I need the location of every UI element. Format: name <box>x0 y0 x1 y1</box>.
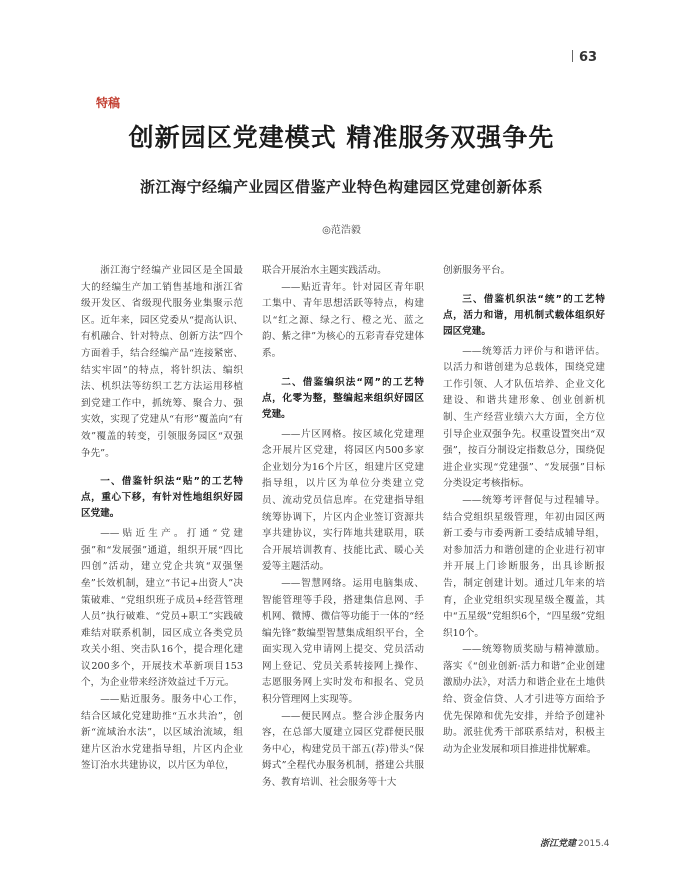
magazine-name: 浙江党建 <box>540 839 577 849</box>
text-column-2 <box>262 263 424 792</box>
paragraph: ——统筹活力评价与和谐评估。以活力和谐创建为总载体，围绕党建工作引领、人才队伍培养、企业文化建设、和谐共建形象、创业创新机制、生产经营业绩六大方面，全方位引导企业双强争先。权重设置突出“双强”，按百分制设定指数总分，围绕促进企业实现“党建强”、“发展强”目标分类设定考核指标。 <box>443 345 605 490</box>
article-title: 创新园区党建模式 精准服务双强争先 <box>128 123 555 152</box>
page-footer <box>540 836 610 849</box>
paragraph: ——贴近青年。针对园区青年职工集中、青年思想活跃等特点，构建以“红之源、绿之行、橙之光、蓝之韵、紫之律”为核心的五彩青春党建体系。 <box>262 281 424 359</box>
text-column-3 <box>443 263 605 758</box>
page-number-divider <box>572 50 573 62</box>
paragraph: ——贴近服务。服务中心工作，结合区域化党建助推“五水共治”，创新“流域治水法”，以区域治流域，组建片区治水党建指导组，片区内企业签订治水共建协议，以片区为单位， <box>81 694 243 772</box>
paragraph: 浙江海宁经编产业园区是全国最大的经编生产加工销售基地和浙江省级开发区、省级现代服务业集聚示范区。近年来，园区党委从“提高认识、有机融合、针对特点、创新方法”四个方面着手，结合经编产品“连接紧密、结实牢固”的特点，将针织法、编织法、机织法等纺织工艺方法运用移植到党建工作中，抓统筹、聚合力、强实效，实现了党建从“有形”覆盖向“有效”覆盖的转变，引领服务园区“双强争先”。 <box>81 265 243 459</box>
paragraph: 创新服务平台。 <box>443 265 511 276</box>
paragraph: 联合开展治水主题实践活动。 <box>262 265 387 276</box>
section-heading: 三、借鉴机织法“统”的工艺特点，活力和谐，用机制式载体组织好园区党建。 <box>443 293 605 337</box>
issue-number: 2015.4 <box>578 839 610 849</box>
section-heading: 一、借鉴针织法“贴”的工艺特点，重心下移，有针对性地组织好园区党建。 <box>81 476 243 520</box>
article-subtitle: 浙江海宁经编产业园区借鉴产业特色构建园区党建创新体系 <box>139 178 543 196</box>
paragraph: ——智慧网络。运用电脑集成、智能管理等手段，搭建集信息网、手机网、微博、微信等功能于一体的“经编先锋”数编型智慧集成组织平台，全面实现入党申请网上提交、党员活动网上登记、党员关系转接网上操作、志愿服务网上实时发布和报名、党员积分管理网上实现等。 <box>262 577 424 706</box>
paragraph: ——贴近生产。打通“党建强”和“发展强”通道，组织开展“四比四创”活动，建立党企共筑“双强堡垒”长效机制，建立“书记+出资人”决策破难、“党组织班子成员+经营管理人员”执行破难、“党员+职工”实践破难结对联系机制，园区成立各类党员攻关小组、突击队16个，提合理化建议200多个，开展技术革新项目153个，为企业带来经济效益过千万元。 <box>81 528 243 689</box>
page-number-text: 63 <box>579 50 598 65</box>
paragraph: ——片区网格。按区域化党建理念开展片区党建，将园区内500多家企业划分为16个片区，组建片区党建指导组，以片区为单位分类建立党员、流动党员信息库。在党建指导组统筹协调下，片区内企业签订资源共享共建协议，实行阵地共建联用，联合开展培训教育、技能比武、暖心关爱等主题活动。 <box>262 428 424 573</box>
paragraph: ——便民网点。整合涉企服务内容，在总部大厦建立园区党群便民服务中心，构建党员干部五(荐)带头“保姆式”全程代办服务机制，搭建公共服务、教育培训、社会服务等十大 <box>262 710 424 789</box>
article-author: ◎范浩毅 <box>322 225 361 236</box>
text-column-1 <box>81 263 243 775</box>
paragraph: ——统筹物质奖励与精神激励。落实《“创业创新·活力和谐”企业创建激励办法》，对活力和谐企业在土地供给、资金信贷、人才引进等方面给予优先保障和优先安排，并给予创建补助。派驻优秀干部联系结对，积极主动为企业发展和项目推进排忧解难。 <box>443 644 605 755</box>
page-number <box>572 50 597 65</box>
section-heading: 二、借鉴编织法“网”的工艺特点，化零为整，整编起来组织好园区党建。 <box>262 376 424 420</box>
section-tag: 特稿 <box>96 96 121 110</box>
paragraph: ——统筹考评督促与过程辅导。结合党组织星级管理，年初由园区两新工委与市委两新工委结成辅导组，对参加活力和谐创建的企业进行初审并开展上门诊断服务，出具诊断报告，制定创建计划。通过几年来的培育，企业党组织实现星级全覆盖，其中“五星级”党组织6个，“四星级”党组织10个。 <box>443 494 605 639</box>
